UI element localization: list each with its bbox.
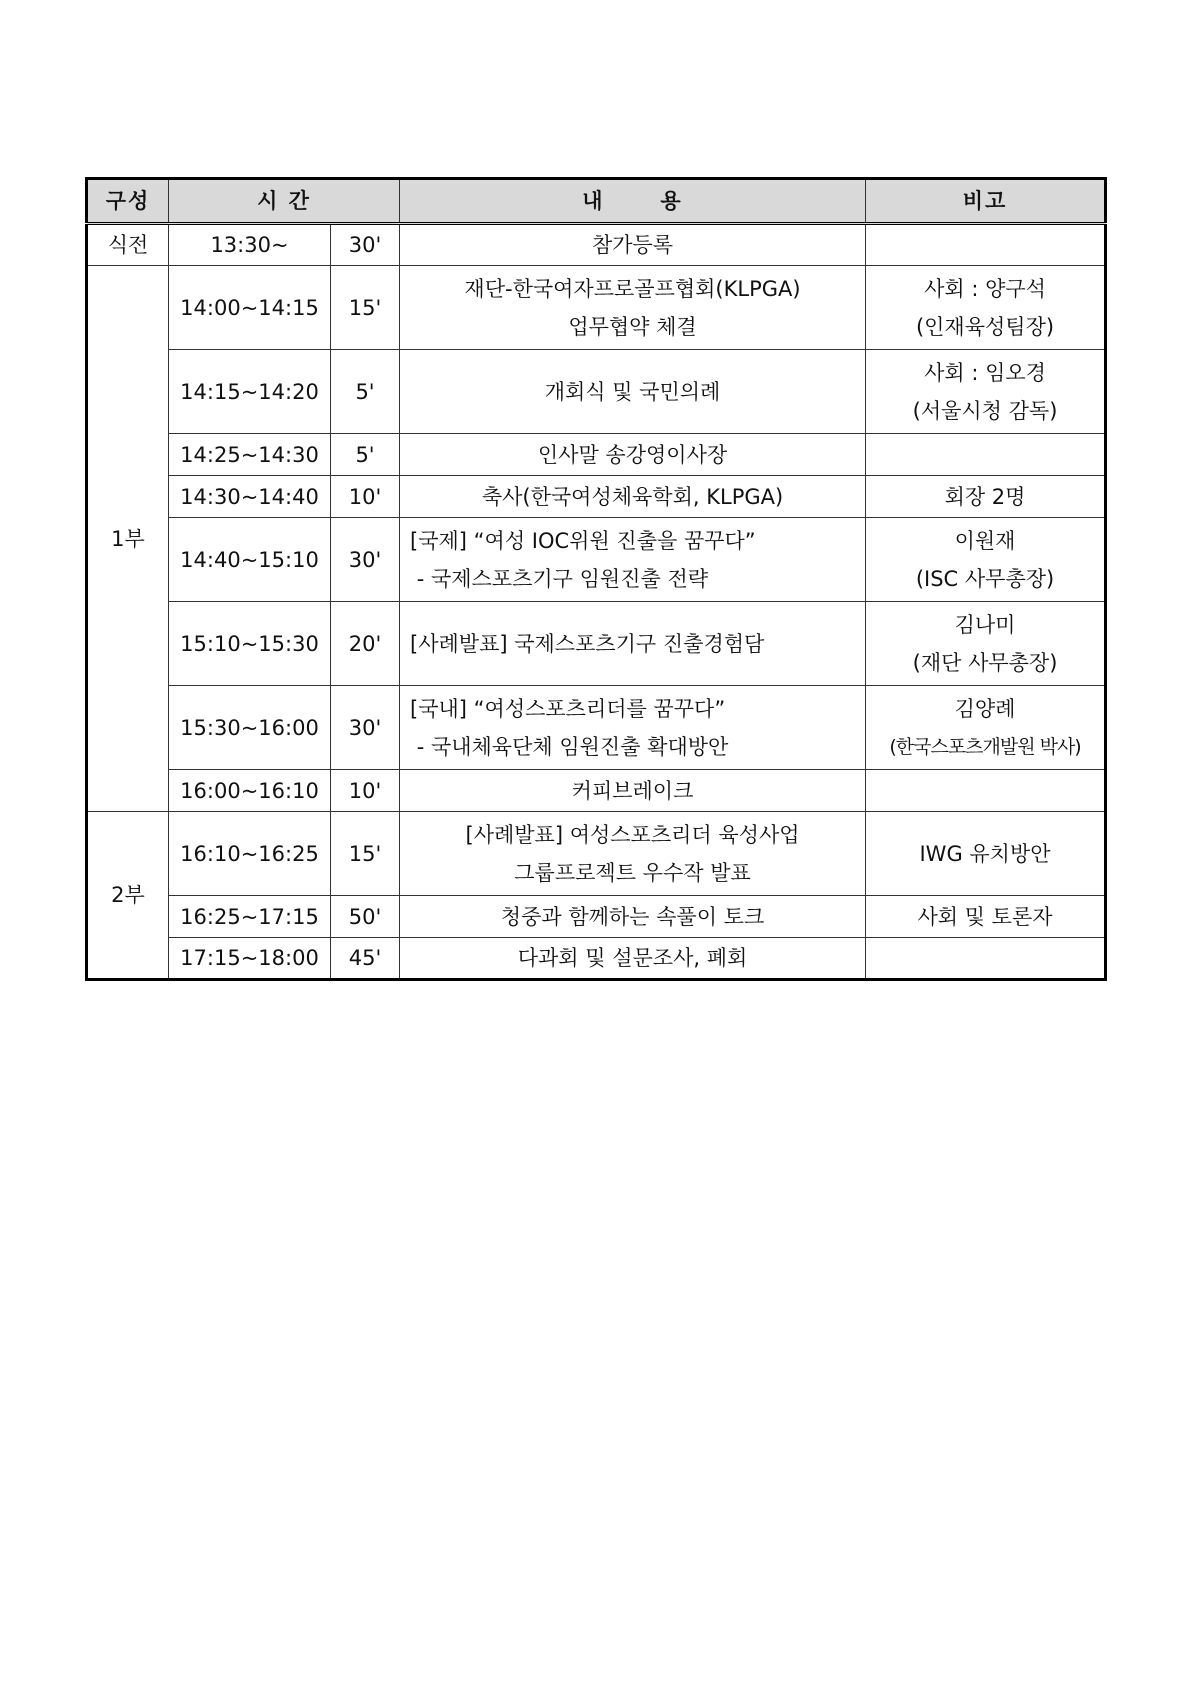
duration-cell: 20': [331, 602, 400, 686]
section-cell: 1부: [87, 266, 169, 812]
section-cell: 식전: [87, 224, 169, 266]
note-cell: [866, 938, 1106, 980]
duration-cell: 30': [331, 686, 400, 770]
header-section: 구성: [87, 179, 169, 224]
content-cell: 축사(한국여성체육학회, KLPGA): [400, 476, 866, 518]
note-cell: [866, 434, 1106, 476]
header-note: 비고: [866, 179, 1106, 224]
duration-cell: 30': [331, 518, 400, 602]
content-cell: [국내] “여성스포츠리더를 꿈꾸다” - 국내체육단체 임원진출 확대방안: [400, 686, 866, 770]
duration-cell: 50': [331, 896, 400, 938]
table-row: [87, 224, 1106, 266]
table-row: [87, 434, 1106, 476]
table-row: [87, 476, 1106, 518]
table-row: [87, 350, 1106, 434]
content-cell: 청중과 함께하는 속풀이 토크: [400, 896, 866, 938]
table-row: [87, 518, 1106, 602]
content-cell: [국제] “여성 IOC위원 진출을 꿈꾸다” - 국제스포츠기구 임원진출 전략: [400, 518, 866, 602]
duration-cell: 10': [331, 770, 400, 812]
content-cell: 참가등록: [400, 224, 866, 266]
header-time: 시 간: [169, 179, 400, 224]
time-cell: 14:40~15:10: [169, 518, 331, 602]
duration-cell: 30': [331, 224, 400, 266]
duration-cell: 5': [331, 434, 400, 476]
time-cell: 14:00~14:15: [169, 266, 331, 350]
note-cell: IWG 유치방안: [866, 812, 1106, 896]
content-cell: [사례발표] 국제스포츠기구 진출경험담: [400, 602, 866, 686]
schedule-table: [85, 177, 1107, 981]
duration-cell: 15': [331, 812, 400, 896]
note-cell: 회장 2명: [866, 476, 1106, 518]
duration-cell: 45': [331, 938, 400, 980]
time-cell: 15:10~15:30: [169, 602, 331, 686]
table-row: [87, 938, 1106, 980]
note-cell: 김양례 (한국스포츠개발원 박사): [866, 686, 1106, 770]
table-row: [87, 266, 1106, 350]
table-row: [87, 770, 1106, 812]
time-cell: 16:00~16:10: [169, 770, 331, 812]
table-row: [87, 602, 1106, 686]
section-cell: 2부: [87, 812, 169, 980]
content-cell: [사례발표] 여성스포츠리더 육성사업 그룹프로젝트 우수작 발표: [400, 812, 866, 896]
note-cell: [866, 224, 1106, 266]
time-cell: 14:15~14:20: [169, 350, 331, 434]
time-cell: 16:10~16:25: [169, 812, 331, 896]
content-cell: 개회식 및 국민의례: [400, 350, 866, 434]
note-cell: [866, 770, 1106, 812]
time-cell: 14:30~14:40: [169, 476, 331, 518]
time-cell: 16:25~17:15: [169, 896, 331, 938]
duration-cell: 5': [331, 350, 400, 434]
note-cell: 이원재 (ISC 사무총장): [866, 518, 1106, 602]
header-content: 내 용: [400, 179, 866, 224]
time-cell: 14:25~14:30: [169, 434, 331, 476]
time-cell: 15:30~16:00: [169, 686, 331, 770]
time-cell: 17:15~18:00: [169, 938, 331, 980]
note-cell: 김나미 (재단 사무총장): [866, 602, 1106, 686]
content-cell: 인사말 송강영이사장: [400, 434, 866, 476]
content-cell: 다과회 및 설문조사, 폐회: [400, 938, 866, 980]
note-cell: 사회 : 양구석 (인재육성팀장): [866, 266, 1106, 350]
content-cell: 재단-한국여자프로골프협회(KLPGA) 업무협약 체결: [400, 266, 866, 350]
duration-cell: 15': [331, 266, 400, 350]
header-row: [87, 179, 1106, 224]
table-row: [87, 686, 1106, 770]
time-cell: 13:30~: [169, 224, 331, 266]
table-row: [87, 896, 1106, 938]
note-cell: 사회 : 임오경 (서울시청 감독): [866, 350, 1106, 434]
table-row: [87, 812, 1106, 896]
content-cell: 커피브레이크: [400, 770, 866, 812]
duration-cell: 10': [331, 476, 400, 518]
note-cell: 사회 및 토론자: [866, 896, 1106, 938]
